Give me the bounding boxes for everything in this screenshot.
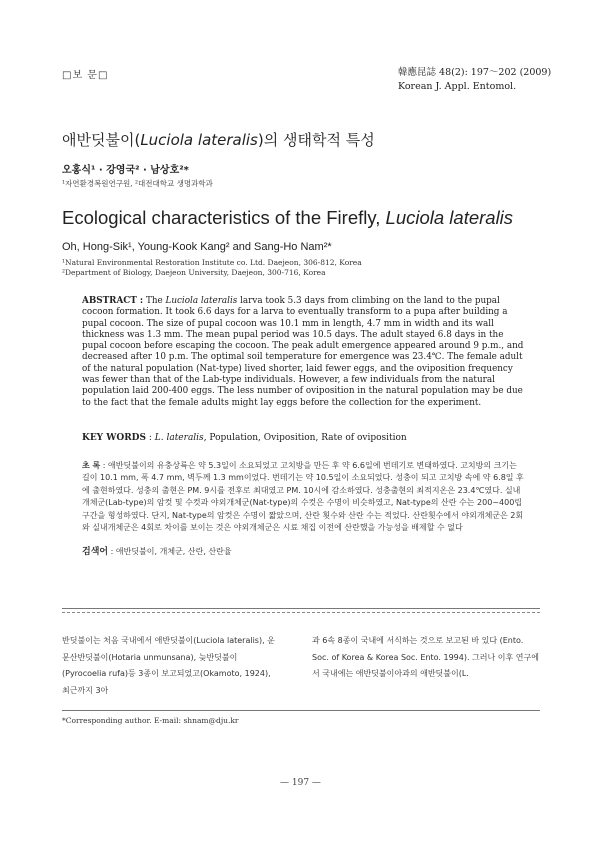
footnote-divider <box>62 710 540 711</box>
keywords-korean <box>82 544 232 557</box>
article-type-label: □보 문□ <box>62 70 109 81</box>
keywords-sep: : <box>145 433 155 443</box>
abstract-ko-text: : 애반딧불이의 유충상륙은 약 5.3일이 소요되었고 고치방을 만든 후 약 6.6일에 번데기로 변태하였다. 고치방의 크기는 길이 10.1 mm, 폭 4.7 mm, 벽두께 1.3 mm이었다. 번데기는 약 10.5일이 소요되었다. 성충이 되고 고치방 속에 약 6.8일 후에 출현하였다. 성충의 출현은 PM. 9시를 전후로 최대였고 PM. 10시에 감소하였다. 성충출현의 최적지온은 23.4℃였다. 실내개체군(Lab-type)의 암컷 및 수컷과 야외개체군(Nat-type)의 수컷은 수명이 비슷하였고, Nat-type의 산란 수는 200~400립 구간을 형성하였다. 단지, Nat-type의 암컷은 수명이 짧았으며, 산란 횟수와 산란 수는 적었다. 산란횟수에서 야외개체군은 2회와 실내개체군은 4회로 차이를 보이는 것은 야외개체군은 시료 채집 이전에 산란했을 가능성을 배제할 수 없다 <box>82 461 524 533</box>
abstract-species: Luciola lateralis <box>165 296 238 306</box>
keywords-label: KEY WORDS <box>82 433 146 443</box>
title-en-prefix: Ecological characteristics of the Firefly, <box>62 207 386 228</box>
abstract-english <box>82 296 526 409</box>
title-ko-prefix: 애반딧불이( <box>62 131 141 149</box>
authors-english: Oh, Hong-Sik¹, Young-Kook Kang² and Sang-Ho Nam²* <box>62 241 332 253</box>
title-korean <box>62 129 375 150</box>
journal-citation <box>398 66 551 94</box>
abstract-text-b: larva took 5.3 days from climbing on the land to the pupal cocoon formation. It took 6.6 days for a larva to eventually transform to a pupa after building a pupal cocoon. The size of pupal cocoon was 10.1 mm in length, 4.7 mm in width and its wall thickness was 1.3 mm. The mean pupal period was 10.5 days. The adult stayed 6.8 days in the pupal cocoon before escaping the cocoon. The peak adult emergence appeared around 9 p.m., and decreased after 10 p.m. The optimal soil temperature for emergence was 23.4℃. The female adult of the natural population (Nat-type) lived shorter, laid fewer eggs, and the oviposition frequency was fewer than that of the Lab-type individuals. However, a few individuals from the natural population laid 200-400 eggs. The less number of oviposition in the natural population may be due to the fact that the female adults might lay eggs before the collection for the experiment. <box>82 296 524 408</box>
abstract-ko-label: 초 록 <box>82 461 101 470</box>
affiliation-en-2: ²Department of Biology, Daejeon University, Daejeon, 300-716, Korea <box>62 268 326 277</box>
abstract-text-a: The <box>143 296 166 306</box>
body-column-left: 반딧불이는 처음 국내에서 애반딧불이(Luciola lateralis), 운문산반딧불이(Hotaria unmunsana), 늦반딧불이(Pyrocoelia rufa)등 3종이 보고되었고(Okamoto, 1924), 최근까지 3아 <box>62 636 275 695</box>
section-divider-solid <box>62 608 540 609</box>
title-en-species: Luciola lateralis <box>385 207 514 228</box>
abstract-label: ABSTRACT : <box>82 296 144 306</box>
affiliation-korean: ¹자연환경복원연구원, ²대전대학교 생명과학과 <box>62 179 213 188</box>
corresponding-author-footnote: *Corresponding author. E-mail: shnam@dju.kr <box>62 716 239 725</box>
affiliation-english <box>62 258 362 278</box>
title-ko-species: Luciola lateralis <box>140 131 258 149</box>
affiliation-en-1: ¹Natural Environmental Restoration Institute co. Ltd. Daejeon, 306-812, Korea <box>62 258 362 267</box>
body-column-right: 과 6속 8종이 국내에 서식하는 것으로 보고된 바 있다 (Ento. Soc. of Korea & Korea Soc. Ento. 1994). 그러나 이후 연구에서 국내에는 애반딧불이아과의 애반딧불이(L. <box>312 636 539 678</box>
title-ko-suffix: )의 생태학적 특성 <box>257 131 375 149</box>
keywords-ko-text: : 애반딧불이, 개체군, 산란, 산란율 <box>108 547 232 556</box>
journal-name-en: Korean J. Appl. Entomol. <box>398 81 517 92</box>
keywords-species: L. lateralis <box>154 433 204 443</box>
keywords-ko-label: 검색어 <box>82 547 109 557</box>
journal-citation-ko: 韓應昆誌 48(2): 197～202 (2009) <box>398 67 552 78</box>
keywords-rest: , Population, Oviposition, Rate of oviposition <box>203 433 407 443</box>
title-english <box>62 207 513 229</box>
keywords-english <box>82 433 407 443</box>
abstract-korean <box>82 460 526 534</box>
page-number: — 197 — <box>280 778 321 788</box>
authors-korean: 오홍식¹ · 강영국² · 남상호²* <box>62 165 189 176</box>
section-divider-dashed <box>62 612 540 613</box>
